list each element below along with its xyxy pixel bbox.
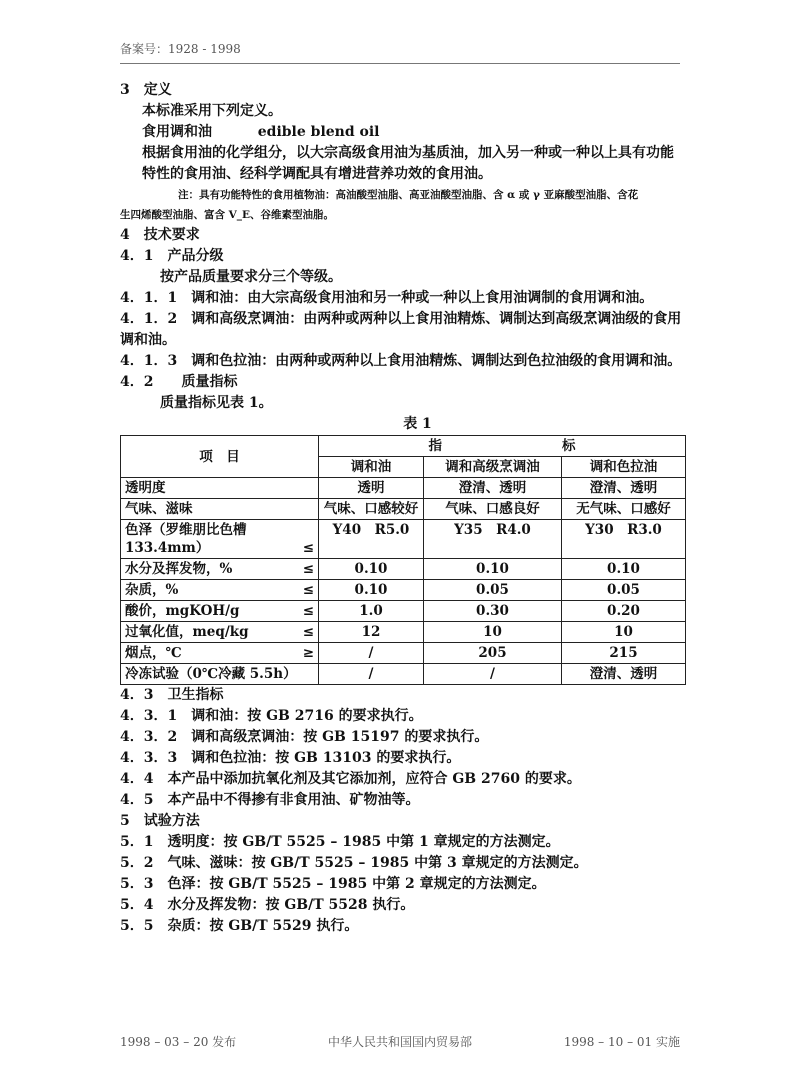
table-cell-value: Y40 R5.0 <box>319 520 424 559</box>
table-cell-value: / <box>424 664 562 685</box>
record-number: 备案号：1928 - 1998 <box>120 42 241 56</box>
table-cell-value: 0.10 <box>319 580 424 601</box>
table-cell-value: 10 <box>424 622 562 643</box>
table-row <box>121 580 686 601</box>
table-cell-item <box>121 622 319 643</box>
section-5-title: 5 试验方法 <box>120 813 200 829</box>
table-cell-value: / <box>319 664 424 685</box>
table-row <box>121 520 686 559</box>
table-cell-value: 气味、口感较好 <box>319 499 424 520</box>
table-cell-item <box>121 499 319 520</box>
section-4-2-text: 质量指标见表 1。 <box>160 395 273 411</box>
section-3-definition: 根据食用油的化学组分，以大宗高级食用油为基质油，加入另一种或一种以上具有功能特性的食用油、经科学调配具有增进营养功效的食用油。 <box>142 145 674 182</box>
table-cell-value: 无气味、口感好 <box>562 499 686 520</box>
section-5-2: 5．2 气味、滋味：按 GB/T 5525 – 1985 中第 3 章规定的方法测定。 <box>120 855 588 871</box>
table-cell-value: Y30 R3.0 <box>562 520 686 559</box>
header-index: 指 标 <box>319 436 686 457</box>
document-body <box>120 80 685 937</box>
section-5-4: 5．4 水分及挥发物：按 GB/T 5528 执行。 <box>120 897 415 913</box>
header-col-salad-oil: 调和色拉油 <box>562 457 686 478</box>
item-operator: ≤ <box>302 540 314 556</box>
note-line-2: 生四烯酸型油脂、富含 V_E、谷维素型油脂。 <box>120 209 335 221</box>
item-label: 气味、滋味 <box>125 501 193 517</box>
item-label: 烟点，℃ <box>125 645 182 661</box>
section-4-2-title: 4．2 质量指标 <box>120 374 238 390</box>
section-4-1-1: 4．1．1 调和油：由大宗高级食用油和另一种或一种以上食用油调制的食用调和油。 <box>120 290 654 306</box>
section-4-4: 4．4 本产品中添加抗氧化剂及其它添加剂，应符合 GB 2760 的要求。 <box>120 771 581 787</box>
section-5-3: 5．3 色泽：按 GB/T 5525 – 1985 中第 2 章规定的方法测定。 <box>120 876 546 892</box>
section-5-5: 5．5 杂质：按 GB/T 5529 执行。 <box>120 918 359 934</box>
table-cell-item <box>121 580 319 601</box>
table-row <box>121 478 686 499</box>
item-label: 水分及挥发物，% <box>125 561 233 577</box>
table-cell-item <box>121 601 319 622</box>
table-row <box>121 643 686 664</box>
table-cell-value: 10 <box>562 622 686 643</box>
section-4-3-1: 4．3．1 调和油：按 GB 2716 的要求执行。 <box>120 708 423 724</box>
item-label: 过氧化值，meq/kg <box>125 624 249 640</box>
table-cell-item <box>121 664 319 685</box>
section-4-5: 4．5 本产品中不得掺有非食用油、矿物油等。 <box>120 792 420 808</box>
term-chinese: 食用调和油 <box>142 124 212 140</box>
table-cell-value: 0.10 <box>424 559 562 580</box>
table-cell-value: 澄清、透明 <box>424 478 562 499</box>
table-cell-value: 215 <box>562 643 686 664</box>
table-cell-value: 透明 <box>319 478 424 499</box>
table-cell-value: 0.10 <box>562 559 686 580</box>
table-cell-item <box>121 478 319 499</box>
item-label: 冷冻试验（0℃冷藏 5.5h） <box>125 666 297 682</box>
table-cell-value: Y35 R4.0 <box>424 520 562 559</box>
table-cell-value: 0.30 <box>424 601 562 622</box>
item-operator: ≤ <box>302 561 314 577</box>
item-label: 色泽（罗维朋比色槽 133.4mm） <box>125 522 247 556</box>
table-cell-value: 205 <box>424 643 562 664</box>
effective-date: 1998 – 10 – 01 实施 <box>563 1035 680 1049</box>
item-operator: ≤ <box>302 603 314 619</box>
item-label: 酸价，mgKOH/g <box>125 603 240 619</box>
item-label: 透明度 <box>125 480 166 496</box>
table-row <box>121 499 686 520</box>
section-5-1: 5．1 透明度：按 GB/T 5525 – 1985 中第 1 章规定的方法测定。 <box>120 834 560 850</box>
section-4-3-2: 4．3．2 调和高级烹调油：按 GB 15197 的要求执行。 <box>120 729 489 745</box>
table-cell-item <box>121 520 319 559</box>
table-row <box>121 601 686 622</box>
header-col-blend-oil: 调和油 <box>319 457 424 478</box>
header-col-cooking-oil: 调和高级烹调油 <box>424 457 562 478</box>
item-label: 杂质，% <box>125 582 179 598</box>
section-4-1-title: 4．1 产品分级 <box>120 248 224 264</box>
table-cell-value: 12 <box>319 622 424 643</box>
item-operator: ≤ <box>302 624 314 640</box>
section-3-intro: 本标准采用下列定义。 <box>142 103 282 119</box>
term-definition <box>120 122 685 143</box>
table-cell-value: 0.05 <box>562 580 686 601</box>
quality-table <box>120 435 686 685</box>
item-operator: ≤ <box>302 582 314 598</box>
issuing-authority: 中华人民共和国国内贸易部 <box>327 1035 472 1049</box>
table-header-row <box>121 436 686 457</box>
section-3-title: 3 定义 <box>120 82 172 98</box>
section-4-title: 4 技术要求 <box>120 227 200 243</box>
header-item: 项 目 <box>121 436 319 478</box>
table-cell-value: 澄清、透明 <box>562 478 686 499</box>
table-cell-item <box>121 643 319 664</box>
page-footer <box>120 1033 680 1050</box>
table-cell-value: 0.05 <box>424 580 562 601</box>
section-4-3-title: 4．3 卫生指标 <box>120 687 224 703</box>
table-row <box>121 559 686 580</box>
table-row <box>121 664 686 685</box>
page-header <box>120 40 680 64</box>
table-cell-value: / <box>319 643 424 664</box>
section-4-1-text: 按产品质量要求分三个等级。 <box>160 269 342 285</box>
section-4-1-3: 4．1．3 调和色拉油：由两种或两种以上食用油精炼、调制达到色拉油级的食用调和油。 <box>120 353 682 369</box>
table-row <box>121 622 686 643</box>
table-cell-item <box>121 559 319 580</box>
section-4-1-2: 4．1．2 调和高级烹调油：由两种或两种以上食用油精炼、调制达到高级烹调油级的食用调和油。 <box>120 311 682 348</box>
table-cell-value: 0.20 <box>562 601 686 622</box>
item-operator: ≥ <box>302 645 314 661</box>
table-cell-value: 澄清、透明 <box>562 664 686 685</box>
issue-date: 1998 – 03 – 20 发布 <box>120 1035 237 1049</box>
table-title: 表 1 <box>403 416 432 432</box>
note-line-1: 注：具有功能特性的食用植物油：高油酸型油脂、高亚油酸型油脂、含 α 或 γ 亚麻酸型油脂、含花 <box>178 189 639 201</box>
table-cell-value: 0.10 <box>319 559 424 580</box>
term-english: edible blend oil <box>257 124 380 140</box>
table-cell-value: 气味、口感良好 <box>424 499 562 520</box>
section-4-3-3: 4．3．3 调和色拉油：按 GB 13103 的要求执行。 <box>120 750 461 766</box>
table-cell-value: 1.0 <box>319 601 424 622</box>
